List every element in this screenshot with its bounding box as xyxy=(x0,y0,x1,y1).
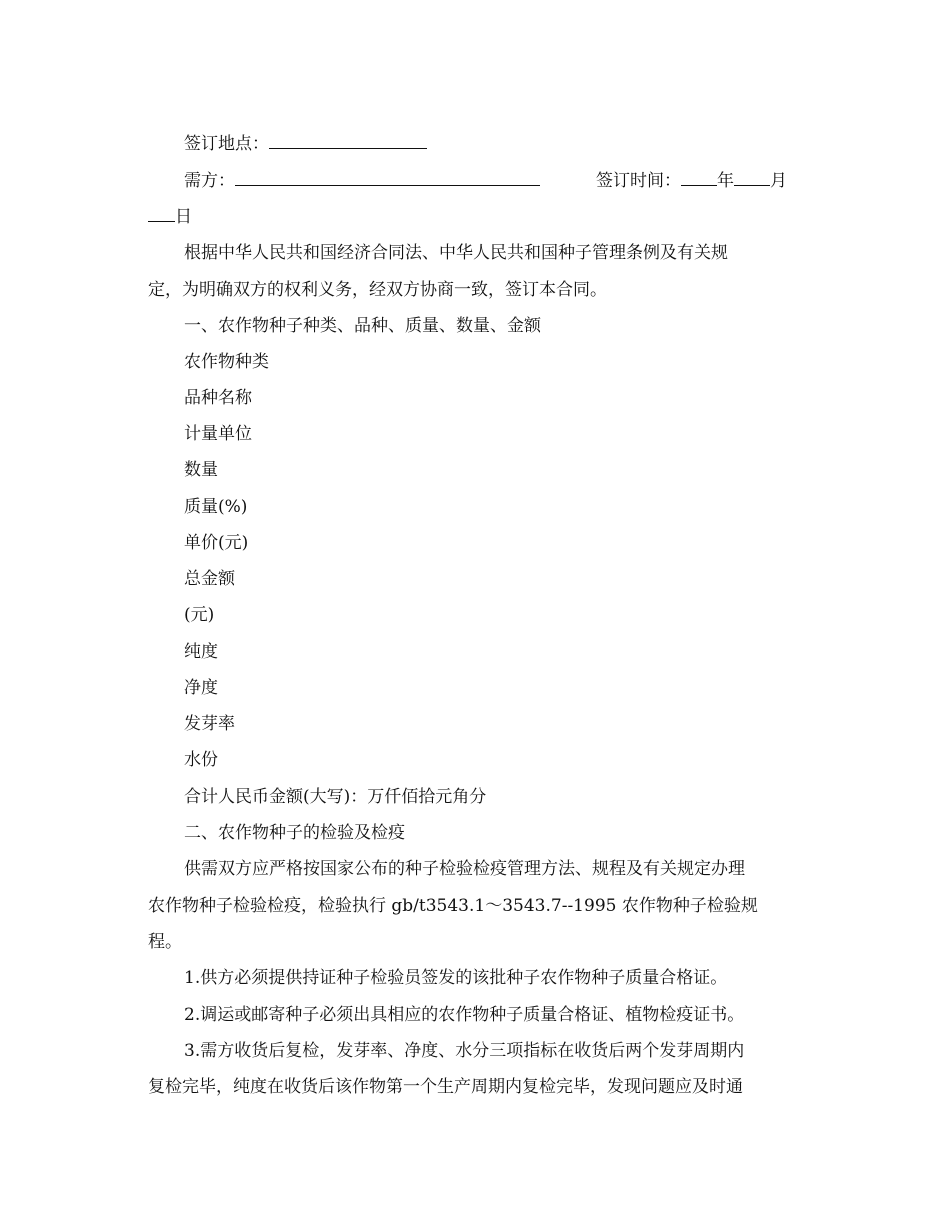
month-blank xyxy=(734,171,770,186)
signing-place-line xyxy=(184,133,844,155)
section2-item-3-line-1: 3.需方收货后复检，发芽率、净度、水分三项指标在收货后两个发芽周期内 xyxy=(184,1041,745,1061)
total-amount-line: 合计人民币金额(大写)：万仟佰拾元角分 xyxy=(184,787,487,807)
list-item: 总金额 xyxy=(184,569,235,589)
year-label: 年 xyxy=(717,171,734,191)
section2-title: 二、农作物种子的检验及检疫 xyxy=(184,823,405,843)
day-blank xyxy=(148,207,175,222)
signing-place-label: 签订地点： xyxy=(184,134,269,154)
day-line xyxy=(148,206,808,228)
section1-title: 一、农作物种子种类、品种、质量、数量、金额 xyxy=(184,316,541,336)
section2-para-line-1: 供需双方应严格按国家公布的种子检验检疫管理方法、规程及有关规定办理 xyxy=(184,859,745,879)
list-item: 数量 xyxy=(184,460,218,480)
year-blank xyxy=(681,171,717,186)
day-label: 日 xyxy=(175,207,192,227)
buyer-blank xyxy=(235,171,540,186)
section2-item-1: 1.供方必须提供持证种子检验员签发的该批种子农作物种子质量合格证。 xyxy=(184,968,728,988)
buyer-label: 需方： xyxy=(184,171,235,191)
buyer-line xyxy=(184,170,844,192)
list-item: 发芽率 xyxy=(184,714,235,734)
list-item: 单价(元) xyxy=(184,533,249,553)
intro-line-1: 根据中华人民共和国经济合同法、中华人民共和国种子管理条例及有关规 xyxy=(184,243,728,263)
month-label: 月 xyxy=(770,171,787,191)
intro-line-2: 定，为明确双方的权利义务，经双方协商一致，签订本合同。 xyxy=(148,280,607,300)
list-item: 净度 xyxy=(184,678,218,698)
section2-para-line-3: 程。 xyxy=(148,932,182,952)
list-item: 农作物种类 xyxy=(184,352,269,372)
list-item: 水份 xyxy=(184,750,218,770)
section2-para-line-2: 农作物种子检验检疫，检验执行 gb/t3543.1～3543.7--1995 农作物种子检验规 xyxy=(148,896,758,916)
list-item: 计量单位 xyxy=(184,424,252,444)
section2-item-2: 2.调运或邮寄种子必须出具相应的农作物种子质量合格证、植物检疫证书。 xyxy=(184,1005,745,1025)
signing-time-label: 签订时间： xyxy=(596,171,681,191)
list-item: 纯度 xyxy=(184,642,218,662)
list-item: (元) xyxy=(184,605,215,625)
section2-item-3-line-2: 复检完毕，纯度在收货后该作物第一个生产周期内复检完毕，发现问题应及时通 xyxy=(148,1077,743,1097)
list-item: 质量(%) xyxy=(184,497,248,517)
signing-place-blank xyxy=(269,134,427,149)
list-item: 品种名称 xyxy=(184,388,252,408)
